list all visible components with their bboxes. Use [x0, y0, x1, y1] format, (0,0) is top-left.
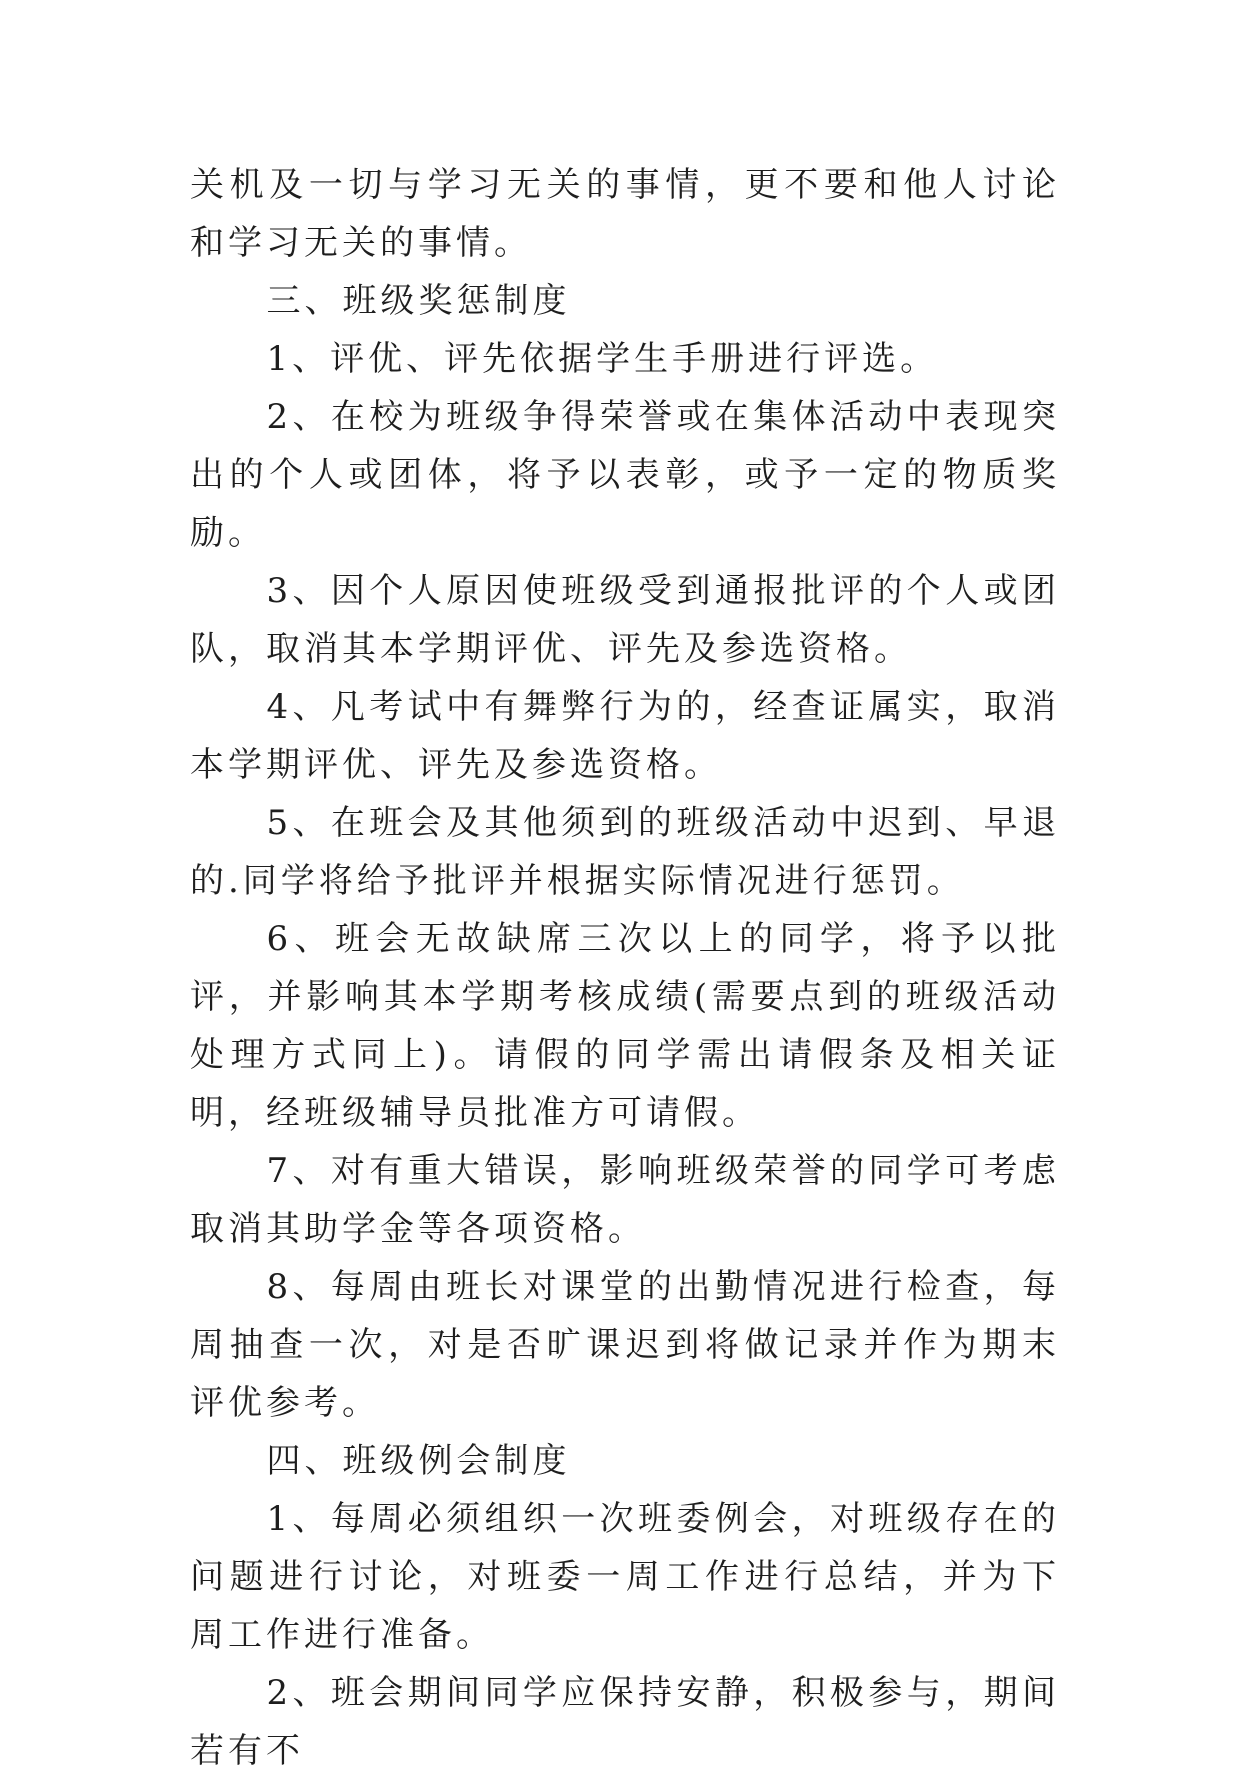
- document-body: [190, 156, 1060, 1780]
- meeting-rule-item-1: 1、每周必须组织一次班委例会，对班级存在的问题进行讨论，对班委一周工作进行总结，并为下周工作进行准备。: [190, 1499, 1060, 1655]
- rule-item-7: 7、对有重大错误，影响班级荣誉的同学可考虑取消其助学金等各项资格。: [190, 1151, 1060, 1249]
- rule-item-2: 2、在校为班级争得荣誉或在集体活动中表现突出的个人或团体，将予以表彰，或予一定的物质奖励。: [190, 397, 1060, 553]
- rule-item-3: 3、因个人原因使班级受到通报批评的个人或团队，取消其本学期评优、评先及参选资格。: [190, 571, 1060, 669]
- rule-item-1: 1、评优、评先依据学生手册进行评选。: [266, 339, 939, 379]
- section-heading-rewards-penalties: 三、班级奖惩制度: [266, 281, 571, 321]
- meeting-rule-item-2: 2、班会期间同学应保持安静，积极参与，期间若有不: [190, 1673, 1060, 1771]
- rule-item-5: 5、在班会及其他须到的班级活动中迟到、早退的.同学将给予批评并根据实际情况进行惩罚。: [190, 803, 1060, 901]
- rule-item-6: 6、班会无故缺席三次以上的同学，将予以批评，并影响其本学期考核成绩(需要点到的班级活动处理方式同上)。请假的同学需出请假条及相关证明，经班级辅导员批准方可请假。: [190, 919, 1060, 1133]
- section-heading-class-meetings: 四、班级例会制度: [266, 1441, 571, 1481]
- rule-item-8: 8、每周由班长对课堂的出勤情况进行检查，每周抽查一次，对是否旷课迟到将做记录并作为期末评优参考。: [190, 1267, 1060, 1423]
- paragraph-continuation: 关机及一切与学习无关的事情，更不要和他人讨论和学习无关的事情。: [190, 165, 1060, 263]
- rule-item-4: 4、凡考试中有舞弊行为的，经查证属实，取消本学期评优、评先及参选资格。: [190, 687, 1060, 785]
